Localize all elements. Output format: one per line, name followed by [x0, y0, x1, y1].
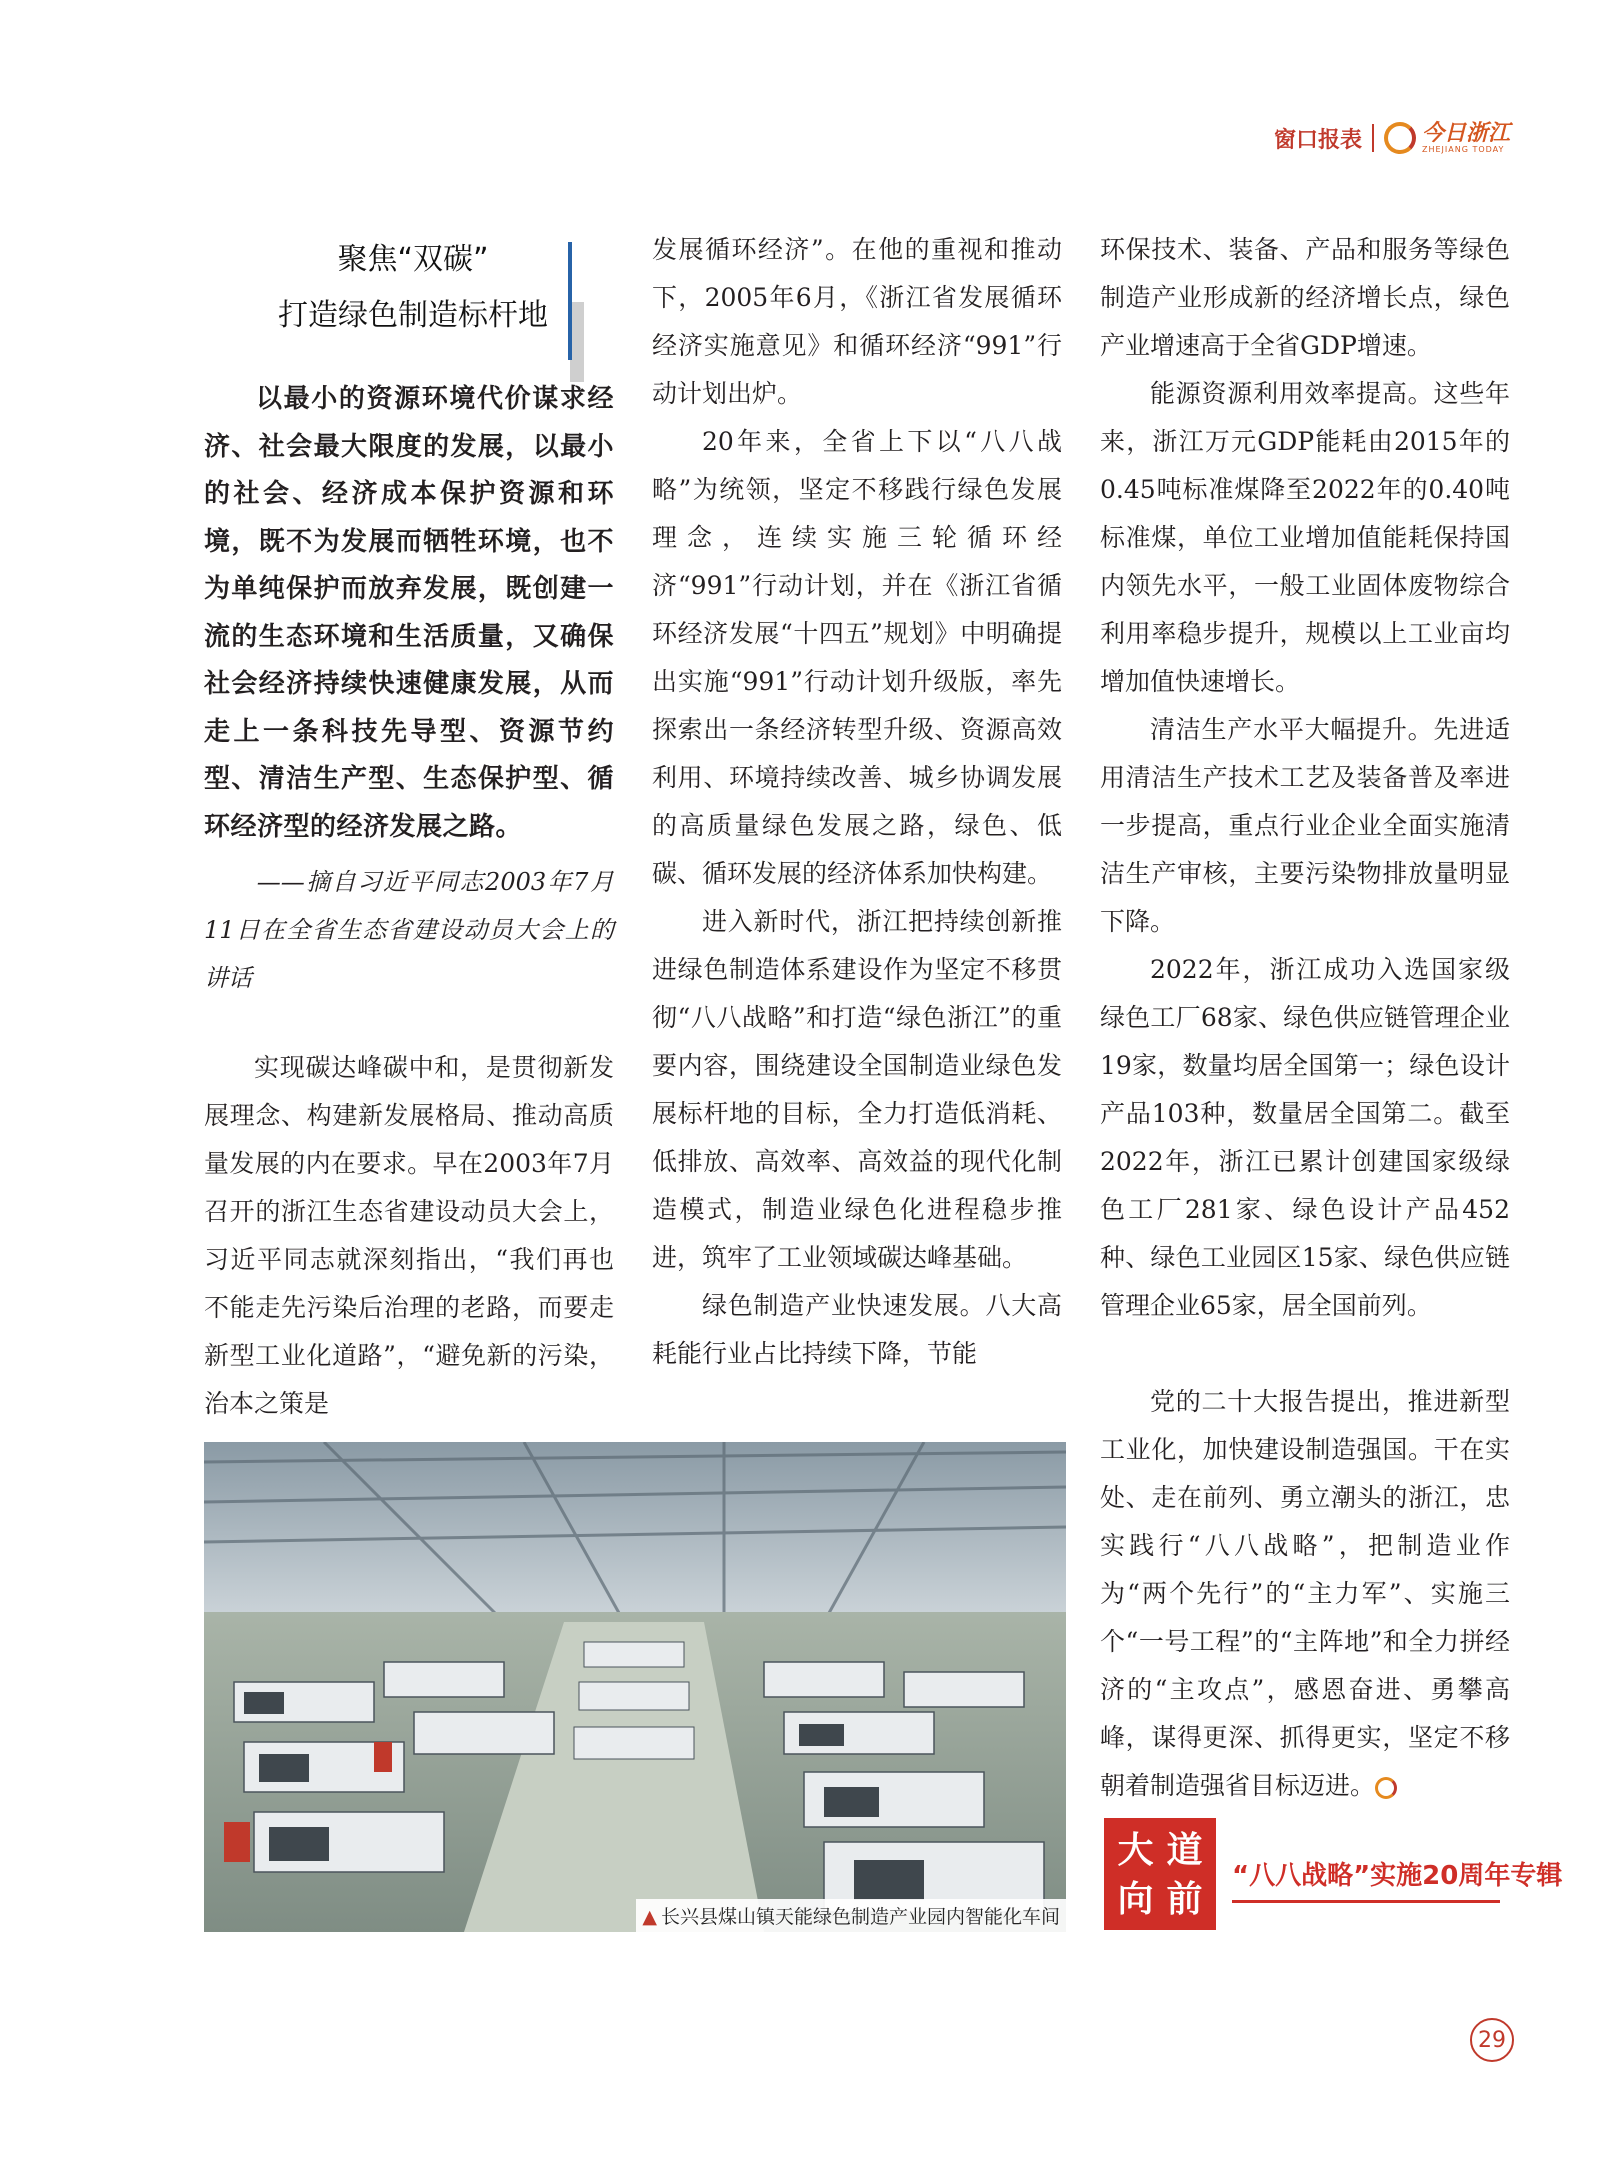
page-number: 29 [1470, 2018, 1514, 2062]
stamp-char: 向 [1117, 1877, 1154, 1920]
stamp-char: 道 [1166, 1828, 1203, 1871]
paragraph: 2022年，浙江成功入选国家级绿色工厂68家、绿色供应链管理企业19家，数量均居全国第一；绿色设计产品103种，数量居全国第二。截至2022年，浙江已累计创建国家级绿色工厂281家、绿色设计产品452种、绿色工业园区15家、绿色供应链管理企业65家，居全国前列。 [1100, 955, 1510, 1320]
paragraph: 绿色制造产业快速发展。八大高耗能行业占比持续下降，节能 [652, 1291, 1062, 1368]
logo-chinese: 今日浙江 [1421, 120, 1510, 146]
column-3 [1100, 226, 1510, 1330]
paragraph: 发展循环经济”。在他的重视和推动下，2005年6月，《浙江省发展循环经济实施意见》和循环经济“991”行动计划出炉。 [652, 235, 1062, 408]
heading-line-1: 聚焦“双碳” [337, 242, 489, 277]
page-header [1274, 118, 1510, 158]
column-3-closing [1100, 1378, 1510, 1810]
heading-line-2: 打造绿色制造标杆地 [278, 298, 548, 333]
heading-shadow [570, 302, 584, 382]
paragraph: 实现碳达峰碳中和，是贯彻新发展理念、构建新发展格局、推动高质量发展的内在要求。早在2003年7月召开的浙江生态省建设动员大会上，习近平同志就深刻指出，“我们再也不能走先污染后治理的老路，而要走新型工业化道路”，“避免新的污染，治本之策是 [204, 1053, 614, 1418]
end-mark-icon [1375, 1777, 1397, 1799]
header-divider [1372, 124, 1374, 152]
heading-accent-bar [568, 242, 572, 360]
seal-stamp [1104, 1818, 1216, 1930]
caption-text: 长兴县煤山镇天能绿色制造产业园内智能化车间 [660, 1906, 1060, 1928]
column-2 [652, 226, 1062, 1378]
pull-quote [204, 376, 614, 851]
special-issue-underline [1232, 1900, 1500, 1903]
quote-text: 以最小的资源环境代价谋求经济、社会最大限度的发展，以最小的社会、经济成本保护资源和环境，既不为发展而牺牲环境，也不为单纯保护而放弃发展，既创建一流的生态环境和生活质量，又确保社会经济持续快速健康发展，从而走上一条科技先导型、资源节约型、清洁生产型、生态保护型、循环经济型的经济发展之路。 [204, 384, 614, 842]
factory-illustration [204, 1442, 1066, 1932]
closing-paragraph-text: 党的二十大报告提出，推进新型工业化，加快建设制造强国。干在实处、走在前列、勇立潮头的浙江，忠实践行“八八战略”，把制造业作为“两个先行”的“主力军”、实施三个“一号工程”的“主阵地”和全力拼经济的“主攻点”，感恩奋进、勇攀高峰，谋得更深、抓得更实，坚定不移朝着制造强省目标迈进。 [1100, 1387, 1510, 1800]
stamp-char: 前 [1166, 1877, 1203, 1920]
logo-swirl-icon [1384, 122, 1416, 154]
caption-triangle-icon: ▲ [642, 1906, 657, 1928]
magazine-logo [1384, 122, 1510, 154]
paragraph [1100, 1378, 1510, 1810]
special-issue-label: “八八战略”实施20周年专辑 [1232, 1861, 1563, 1891]
paragraph: 清洁生产水平大幅提升。先进适用清洁生产技术工艺及装备普及率进一步提高，重点行业企业全面实施清洁生产审核，主要污染物排放量明显下降。 [1100, 715, 1510, 936]
stamp-char: 大 [1117, 1828, 1154, 1871]
heading-text [278, 232, 548, 344]
paragraph: 进入新时代，浙江把持续创新推进绿色制造体系建设作为坚定不移贯彻“八八战略”和打造“绿色浙江”的重要内容，围绕建设全国制造业绿色发展标杆地的目标，全力打造低消耗、低排放、高效率、高效益的现代化制造模式，制造业绿色化进程稳步推进，筑牢了工业领域碳达峰基础。 [652, 907, 1062, 1272]
column-1 [204, 1044, 614, 1428]
logo-english: ZHEJIANG TODAY [1421, 145, 1505, 154]
photo-caption [636, 1899, 1066, 1932]
factory-photo [204, 1442, 1066, 1932]
quote-source [204, 858, 614, 1002]
section-label: 窗口报表 [1273, 127, 1362, 153]
quote-source-text: ——摘自习近平同志2003年7月11日在全省生态省建设动员大会上的讲话 [204, 868, 614, 992]
paragraph: 环保技术、装备、产品和服务等绿色制造产业形成新的经济增长点，绿色产业增速高于全省GDP增速。 [1100, 235, 1510, 360]
paragraph: 20年来，全省上下以“八八战略”为统领，坚定不移践行绿色发展理念，连续实施三轮循环经济“991”行动计划，并在《浙江省循环经济发展“十四五”规划》中明确提出实施“991”行动计划升级版，率先探索出一条经济转型升级、资源高效利用、环境持续改善、城乡协调发展的高质量绿色发展之路，绿色、低碳、循环发展的经济体系加快构建。 [652, 427, 1062, 888]
section-heading [262, 232, 572, 332]
paragraph: 能源资源利用效率提高。这些年来，浙江万元GDP能耗由2015年的0.45吨标准煤降至2022年的0.40吨标准煤，单位工业增加值能耗保持国内领先水平，一般工业固体废物综合利用率稳步提升，规模以上工业亩均增加值快速增长。 [1100, 379, 1510, 696]
